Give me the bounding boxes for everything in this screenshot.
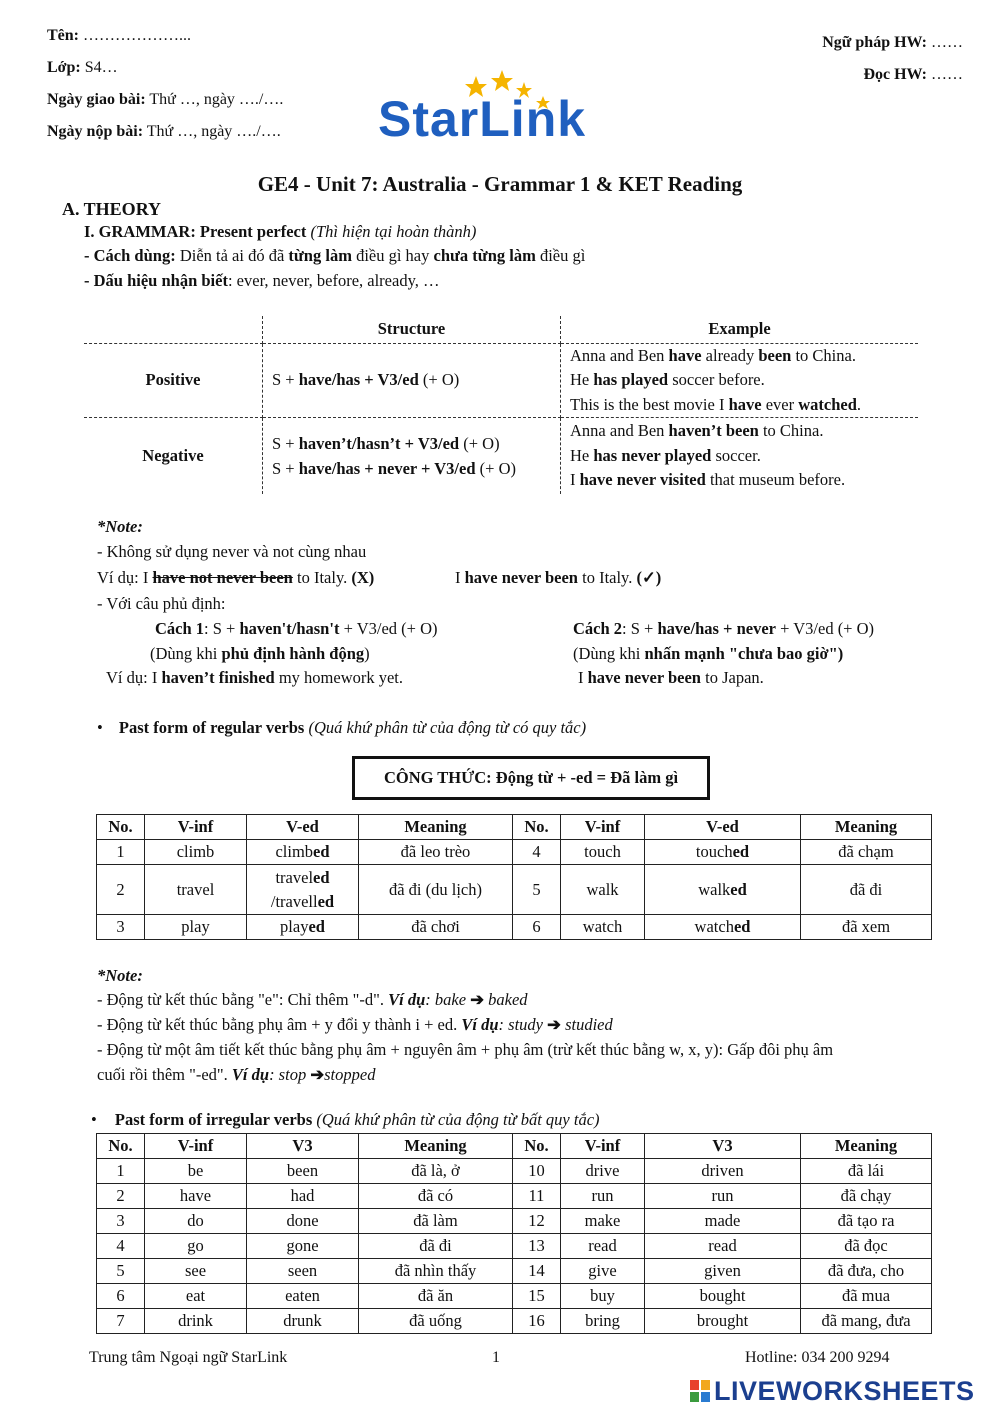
grammar-title xyxy=(84,222,476,242)
table-row: 3 do done đã làm 12 make made đã tạo ra xyxy=(97,1209,932,1234)
table-row: 3 play played đã chơi 6 watch watched đã xem xyxy=(97,915,932,940)
positive-examples xyxy=(561,343,919,418)
note2-line4: cuối rồi thêm "-ed". Ví dụ: stop ➔stopped xyxy=(97,1065,376,1084)
grammar-title-vi: (Thì hiện tại hoàn thành) xyxy=(310,222,477,241)
note1-wrong-example: Ví dụ: I have not never been to Italy. (X) xyxy=(97,568,375,587)
regular-bullet xyxy=(97,718,586,738)
irregular-header-row: No. V-inf V3 Meaning No. V-inf V3 Meaning xyxy=(97,1134,932,1159)
regular-title-vi: (Quá khứ phân từ của động từ có quy tắc) xyxy=(308,718,587,737)
usage-bold-1: từng làm xyxy=(288,246,352,265)
class-label: Lớp: xyxy=(47,59,81,76)
grammar-title-text: I. GRAMMAR: Present perfect xyxy=(84,222,307,241)
irregular-title: Past form of irregular verbs xyxy=(114,1110,313,1129)
logo-text: StarLink xyxy=(378,91,587,147)
bullet-icon: • xyxy=(91,1110,97,1129)
negative-label: Negative xyxy=(84,418,263,494)
note2-line3: - Động từ một âm tiết kết thúc bằng phụ âm + nguyên âm + phụ âm (trừ kết thúc bằng w, x, y): Gấp đôi phụ âm xyxy=(97,1040,834,1059)
arrow-icon: ➔ xyxy=(547,1015,561,1034)
name-value[interactable]: ………………... xyxy=(79,27,191,44)
table-row: 2 travel traveled /travelled đã đi (du lịch) 5 walk walked đã đi xyxy=(97,865,932,915)
usage-text-1: Diễn tả ai đó đã xyxy=(175,246,289,265)
way1-example: Ví dụ: I haven’t finished my homework yet. xyxy=(106,668,404,687)
negative-example-1: Anna and Ben haven’t been to China. xyxy=(570,421,824,440)
struck-text: have not never been xyxy=(152,568,293,587)
name-line xyxy=(47,27,191,45)
way1-formula: Cách 1: S + haven't/hasn't + V3/ed (+ O) xyxy=(155,619,438,638)
assign-date-line xyxy=(47,91,283,109)
grammar-hw-value[interactable]: …… xyxy=(927,34,963,51)
formula-box: CÔNG THỨC: Động từ + -ed = Đã làm gì xyxy=(352,756,710,800)
note2-title: *Note: xyxy=(97,966,143,985)
usage-text-2: điều gì hay xyxy=(351,246,434,265)
negative-example-3: I have never visited that museum before. xyxy=(570,470,846,489)
class-value[interactable]: S4… xyxy=(80,59,118,76)
usage-label: - Cách dùng: xyxy=(84,246,176,265)
negative-structures xyxy=(263,418,561,494)
note1-right-example: I have never been to Italy. (✓) xyxy=(455,568,662,587)
submit-date-label: Ngày nộp bài: xyxy=(47,123,144,140)
way1-usage: (Dùng khi phủ định hành động) xyxy=(150,644,370,663)
positive-structure: S + have/has + V3/ed (+ O) xyxy=(263,343,561,418)
signs-label: - Dấu hiệu nhận biết xyxy=(84,271,228,290)
signs-line xyxy=(84,271,440,291)
irregular-title-vi: (Quá khứ phân từ của động từ bất quy tắc) xyxy=(316,1110,600,1129)
usage-bold-2: chưa từng làm xyxy=(433,246,536,265)
footer-center-name: Trung tâm Ngoại ngữ StarLink xyxy=(89,1349,288,1366)
table-row: 1 be been đã là, ở 10 drive driven đã lái xyxy=(97,1159,932,1184)
way2-formula: Cách 2: S + have/has + never + V3/ed (+ O) xyxy=(573,619,875,638)
regular-header-row: No. V-inf V-ed Meaning No. V-inf V-ed Meaning xyxy=(97,815,932,840)
usage-line xyxy=(84,246,585,266)
regular-title: Past form of regular verbs xyxy=(118,718,305,737)
reading-hw-line xyxy=(863,66,963,84)
positive-label: Positive xyxy=(84,343,263,418)
example-header: Example xyxy=(561,316,919,343)
table-row: 6 eat eaten đã ăn 15 buy bought đã mua xyxy=(97,1284,932,1309)
positive-row xyxy=(84,343,918,418)
positive-example-2: He has played soccer before. xyxy=(570,370,765,389)
signs-text: : ever, never, before, already, … xyxy=(227,271,440,290)
negative-structure-1: S + haven’t/hasn’t + V3/ed (+ O) xyxy=(272,433,500,453)
footer-page-number: 1 xyxy=(492,1349,500,1366)
structure-header-row xyxy=(84,316,918,343)
theory-heading: A. THEORY xyxy=(62,199,162,219)
wrong-mark: (X) xyxy=(351,568,375,587)
watermark-text: LIVEWORKSHEETS xyxy=(714,1376,975,1406)
reading-hw-value[interactable]: …… xyxy=(927,66,963,83)
table-row: 7 drink drunk đã uống 16 bring brought đã mang, đưa xyxy=(97,1309,932,1334)
usage-text-3: điều gì xyxy=(535,246,586,265)
assign-date-label: Ngày giao bài: xyxy=(47,91,146,108)
assign-date-value[interactable]: Thứ …, ngày …./…. xyxy=(145,91,284,108)
negative-structure-2: S + have/has + never + V3/ed (+ O) xyxy=(272,458,516,478)
positive-example-3: This is the best movie I have ever watched. xyxy=(570,394,862,414)
structure-header-empty xyxy=(84,316,263,343)
grammar-hw-label: Ngữ pháp HW: xyxy=(822,34,927,51)
check-mark: (✓) xyxy=(636,568,662,587)
class-line xyxy=(47,59,118,77)
regular-verbs-table xyxy=(96,814,932,940)
note1-title: *Note: xyxy=(97,517,143,536)
page-title: GE4 - Unit 7: Australia - Grammar 1 & KET Reading xyxy=(257,172,743,196)
arrow-icon: ➔ xyxy=(310,1065,325,1084)
negative-example-2: He has never played soccer. xyxy=(570,445,761,465)
table-row: 2 have had đã có 11 run run đã chạy xyxy=(97,1184,932,1209)
name-label: Tên: xyxy=(47,27,79,44)
grammar-hw-line xyxy=(822,34,963,52)
reading-hw-label: Đọc HW: xyxy=(863,66,927,83)
table-row: 4 go gone đã đi 13 read read đã đọc xyxy=(97,1234,932,1259)
table-row: 1 climb climbed đã leo trèo 4 touch touched đã chạm xyxy=(97,840,932,865)
starlink-logo xyxy=(378,66,628,150)
submit-date-line xyxy=(47,123,281,141)
table-row: 5 see seen đã nhìn thấy 14 give given đã đưa, cho xyxy=(97,1259,932,1284)
note2-line1: - Động từ kết thúc bằng "e": Chỉ thêm "-d". Ví dụ: bake ➔ baked xyxy=(97,990,528,1009)
note1-line1: - Không sử dụng never và not cùng nhau xyxy=(97,542,367,561)
irregular-verbs-table xyxy=(96,1133,932,1334)
footer-hotline: Hotline: 034 200 9294 xyxy=(745,1349,890,1366)
note2-line2: - Động từ kết thúc bằng phụ âm + y đổi y thành i + ed. Ví dụ: study ➔ studied xyxy=(97,1015,613,1034)
arrow-icon: ➔ xyxy=(470,990,485,1009)
way2-example: I have never been to Japan. xyxy=(578,668,764,687)
structure-table xyxy=(84,316,918,494)
negative-examples xyxy=(561,418,919,494)
liveworksheets-logo-icon xyxy=(690,1380,710,1402)
negative-row xyxy=(84,418,918,494)
way2-usage: (Dùng khi nhấn mạnh "chưa bao giờ") xyxy=(573,644,844,663)
positive-example-1: Anna and Ben have already been to China. xyxy=(570,345,856,365)
note1-line3: - Với câu phủ định: xyxy=(97,594,226,613)
bullet-icon: • xyxy=(97,718,103,737)
submit-date-value[interactable]: Thứ …, ngày …./…. xyxy=(143,123,281,140)
structure-header: Structure xyxy=(263,316,561,343)
irregular-bullet xyxy=(91,1110,600,1130)
